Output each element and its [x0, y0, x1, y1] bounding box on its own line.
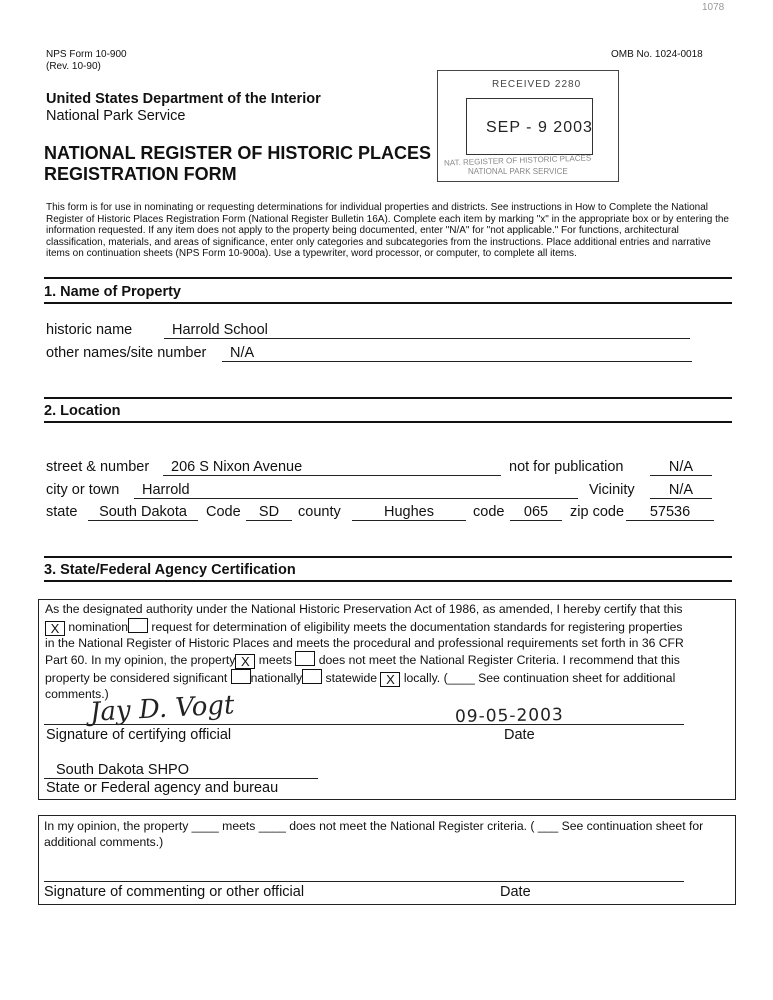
- comment-line1: In my opinion, the property ____ meets ____ does not meet the National Register criteria. ( ___ See continuation sheet for: [44, 819, 704, 833]
- state-field[interactable]: South Dakota: [88, 504, 198, 521]
- section1-heading: 1. Name of Property: [44, 284, 181, 300]
- nationally-checkbox[interactable]: [231, 669, 251, 684]
- cert-line4b: does not meet the National Register Criteria. I recommend that this: [318, 653, 680, 667]
- request-checkbox[interactable]: [128, 618, 148, 633]
- cert-line5a: property be considered significant: [45, 671, 228, 685]
- vicinity-label: Vicinity: [589, 482, 635, 498]
- certifying-signature: Jay D. Vogt: [89, 690, 236, 728]
- omb-number: OMB No. 1024-0018: [611, 49, 703, 60]
- zip-label: zip code: [570, 504, 625, 520]
- county-label: county: [298, 504, 341, 520]
- signature-label: Signature of certifying official: [46, 727, 232, 743]
- section2-top-rule: [44, 397, 732, 399]
- zip-field[interactable]: 57536: [626, 504, 714, 521]
- agency-field[interactable]: South Dakota SHPO: [44, 762, 318, 779]
- comment-line2: additional comments.): [44, 834, 164, 849]
- received-stamp: [437, 70, 619, 182]
- nfp-field[interactable]: N/A: [650, 459, 712, 476]
- stamp-line3: NAT. REGISTER OF HISTORIC PLACES: [443, 153, 592, 168]
- section1-bottom-rule: [44, 302, 732, 304]
- nationally-label: nationally: [250, 671, 303, 685]
- comment-text: [44, 819, 730, 850]
- department: United States Department of the Interior: [46, 91, 321, 107]
- state-code-field[interactable]: SD: [246, 504, 292, 521]
- certification-text: [45, 602, 731, 703]
- stamp-line4: NATIONAL PARK SERVICE: [468, 167, 568, 176]
- state-label: state: [46, 504, 78, 520]
- cert-line4a: Part 60. In my opinion, the property: [45, 653, 236, 667]
- city-field[interactable]: Harrold: [134, 482, 578, 499]
- section2-heading: 2. Location: [44, 403, 121, 419]
- instructions: This form is for use in nominating or requesting determinations for individual properties and districts. See instructions in How to Complete the National Register of Historic Places Registration Form (National Register Bulletin 16A). Complete each item by marking "x" in the appropriate box or by entering the information requested. If any item does not apply to the property being documented, enter "N/A" for "not applicable." For functions, architectural classification, materials, and areas of significance, enter only categories and subcategories from the instructions. Place additional entries and narrative items on continuation sheets (NPS Form 10-900a). Use a typewriter, word processor, or computer, to complete all items.: [46, 202, 729, 260]
- not-meets-checkbox[interactable]: [295, 651, 315, 666]
- city-label: city or town: [46, 482, 120, 498]
- form-revision: (Rev. 10-90): [46, 61, 101, 72]
- comment-signature-label: Signature of commenting or other official: [44, 884, 305, 900]
- cert-line4: [45, 651, 731, 669]
- vicinity-field[interactable]: N/A: [650, 482, 712, 499]
- cert-line6: comments.): [45, 687, 109, 701]
- section3-bottom-rule: [44, 580, 732, 582]
- cert-line5: [45, 669, 731, 687]
- stamp-received: RECEIVED 2280: [492, 79, 582, 90]
- code-label: Code: [206, 504, 241, 520]
- other-names-label: other names/site number: [46, 345, 207, 361]
- locally-checkbox[interactable]: X: [380, 672, 400, 687]
- corner-mark: 1078: [702, 2, 725, 13]
- county-code-field[interactable]: 065: [510, 504, 562, 521]
- cert-line1: As the designated authority under the National Historic Preservation Act of 1986, as amended, I hereby certify that this: [45, 602, 683, 616]
- comment-signature-line: [44, 881, 684, 882]
- signature-line: [44, 724, 684, 725]
- agency-label: State or Federal agency and bureau: [46, 780, 279, 796]
- street-label: street & number: [46, 459, 150, 475]
- section1-top-rule: [44, 277, 732, 279]
- section3-heading: 3. State/Federal Agency Certification: [44, 562, 296, 578]
- service: National Park Service: [46, 108, 186, 124]
- county-field[interactable]: Hughes: [352, 504, 466, 521]
- nomination-label: nomination: [68, 619, 129, 634]
- section3-top-rule: [44, 556, 732, 558]
- meets-checkbox[interactable]: X: [235, 654, 255, 669]
- historic-name-field[interactable]: Harrold School: [164, 322, 690, 339]
- form-number: NPS Form 10-900: [46, 49, 127, 60]
- other-names-field[interactable]: N/A: [222, 345, 692, 362]
- historic-name-label: historic name: [46, 322, 133, 338]
- cert-line2-rest: request for determination of eligibility meets the documentation standards for registering properties: [151, 619, 683, 634]
- comment-date-label: Date: [500, 884, 531, 900]
- cert-line2: [45, 618, 731, 636]
- cert-line3: in the National Register of Historic Places and meets the procedural and professional requirements set forth in 36 CFR: [45, 635, 684, 650]
- form-title-line2: REGISTRATION FORM: [44, 164, 237, 184]
- street-field[interactable]: 206 S Nixon Avenue: [163, 459, 501, 476]
- nfp-label: not for publication: [509, 459, 624, 475]
- nomination-checkbox[interactable]: X: [45, 621, 65, 636]
- signature-date-value: 09-05-2003: [454, 705, 564, 727]
- statewide-label: statewide: [325, 671, 378, 685]
- cert-line5b: (____ See continuation sheet for additional: [443, 671, 676, 685]
- statewide-checkbox[interactable]: [302, 669, 322, 684]
- form-title-line1: NATIONAL REGISTER OF HISTORIC PLACES: [44, 143, 432, 163]
- locally-label: locally.: [403, 671, 441, 685]
- stamp-date: SEP - 9 2003: [486, 119, 593, 136]
- meets-label: meets: [258, 653, 292, 667]
- county-code-label: code: [473, 504, 505, 520]
- section2-bottom-rule: [44, 421, 732, 423]
- date-label: Date: [504, 727, 535, 743]
